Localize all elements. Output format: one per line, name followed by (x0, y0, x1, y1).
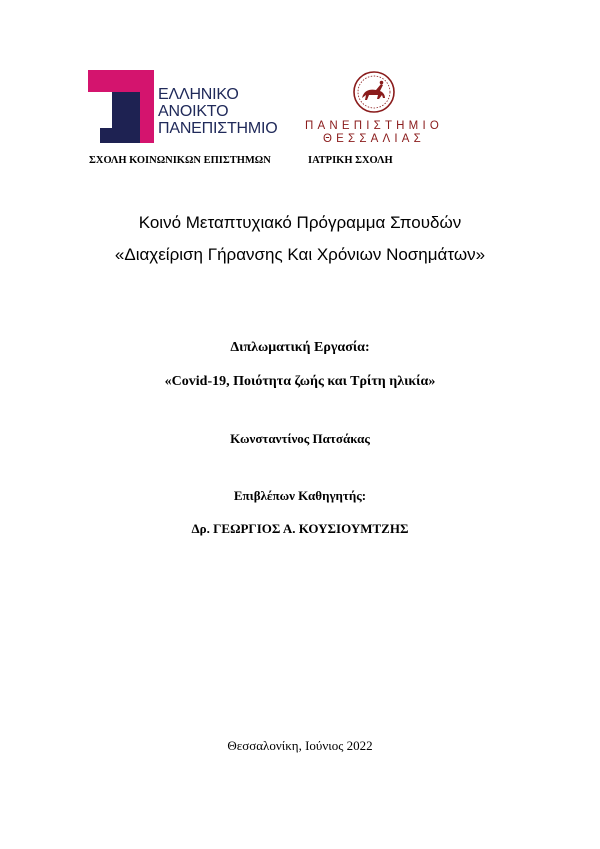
uth-logo (300, 70, 448, 146)
eap-emblem-icon (88, 70, 158, 145)
eap-name-line2: ΑΝΟΙΚΤΟ (158, 103, 229, 120)
uth-name-line1: ΠΑΝΕΠΙΣΤΗΜΙΟ (304, 120, 443, 132)
supervisor-name: Δρ. ΓΕΩΡΓΙΟΣ Α. ΚΟΥΣΙΟΥΜΤΖΗΣ (191, 521, 409, 536)
thesis-label: Διπλωματική Εργασία: (230, 340, 370, 355)
uth-name-line2: ΘΕΣΣΑΛΙΑΣ (323, 133, 425, 145)
supervisor-label: Επιβλέπων Καθηγητής: (233, 488, 367, 503)
thesis-title: «Covid-19, Ποιότητα ζωής και Τρίτη ηλικία» (164, 374, 436, 389)
school-medicine: ΙΑΤΡΙΚΗ ΣΧΟΛΗ (308, 155, 393, 166)
eap-name-line3: ΠΑΝΕΠΙΣΤΗΜΙΟ (158, 120, 278, 137)
author-name: Κωνσταντίνος Πατσάκας (230, 431, 370, 446)
eap-name-line1: ΕΛΛΗΝΙΚΟ (158, 86, 239, 103)
eap-logo (88, 70, 278, 145)
place-date: Θεσσαλονίκη, Ιούνιος 2022 (227, 738, 373, 753)
school-social-sciences: ΣΧΟΛΗ ΚΟΙΝΩΝΙΚΩΝ ΕΠΙΣΤΗΜΩΝ (89, 155, 271, 166)
program-subtitle: «Διαχείριση Γήρανσης Και Χρόνιων Νοσημάτων» (114, 245, 486, 264)
program-title: Κοινό Μεταπτυχιακό Πρόγραμμα Σπουδών (138, 213, 462, 232)
centaur-seal-icon (352, 70, 396, 114)
